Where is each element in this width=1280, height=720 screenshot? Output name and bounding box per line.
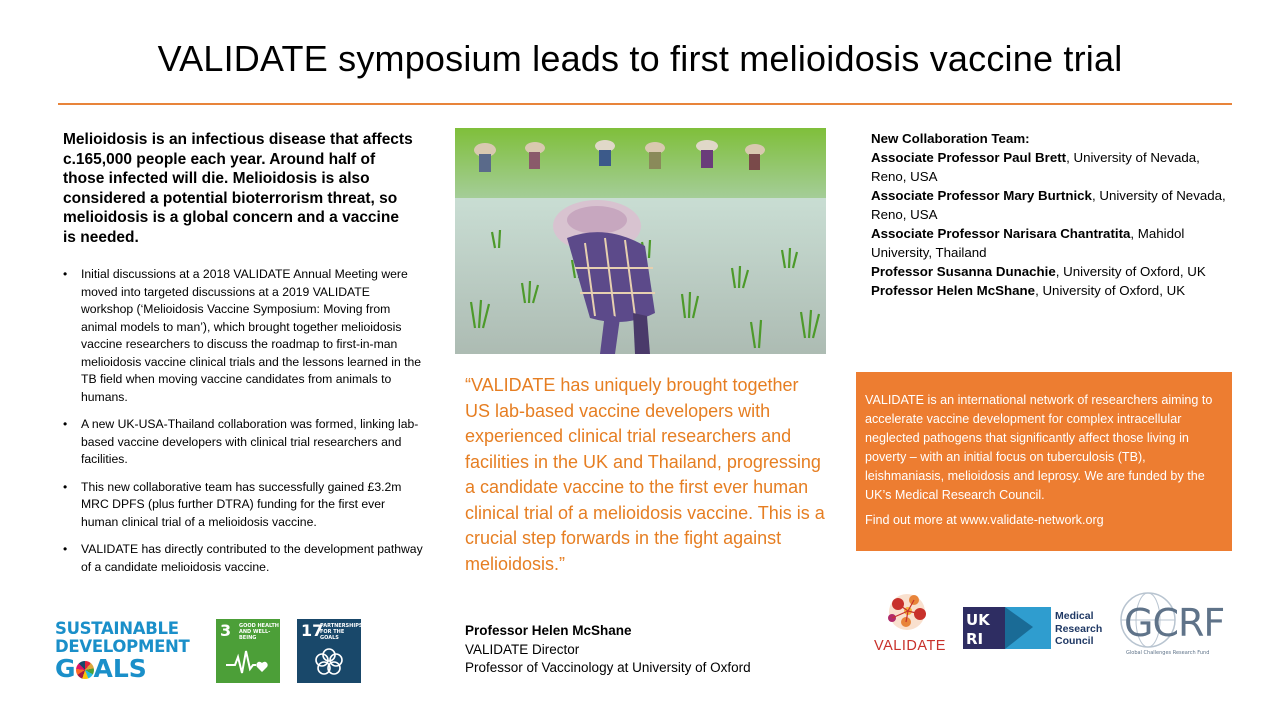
sdg-goal-3-tile (216, 619, 280, 683)
member-name: Associate Professor Mary Burtnick (871, 188, 1092, 203)
svg-text:GCRF: GCRF (1124, 601, 1225, 645)
sdg-goal-3-label: GOOD HEALTH AND WELL-BEING (239, 623, 279, 641)
sdg-line-development: DEVELOPMENT (55, 637, 190, 656)
team-member (871, 262, 1231, 281)
sdg-line-goals (55, 656, 185, 682)
sdg-goal-17-number: 17 (301, 621, 324, 640)
attribution-role: VALIDATE Director (465, 641, 580, 657)
attribution-position: Professor of Vaccinology at University of Oxford (465, 660, 751, 675)
intro-paragraph: Melioidosis is an infectious disease that affects c.165,000 people each year. Around half of those infected will die. Melioidosis is also considered a potential bioterrorism threat, so melioidosis is a global concern and a vaccine is needed. (63, 131, 413, 246)
team-member (871, 281, 1231, 300)
bullet-list (63, 266, 423, 586)
team-member (871, 148, 1231, 186)
team-member (871, 186, 1231, 224)
title-divider (58, 103, 1232, 105)
gcrf-logo-icon (1118, 590, 1233, 660)
sdg-goal-3-number: 3 (220, 621, 232, 640)
info-box-text: VALIDATE is an international network of researchers aiming to accelerate vaccine development for complex intracellular neglected pathogens that significantly affect those living in poverty – with an initial focus on tuberculosis (TB), leishmaniasis, melioidosis and leprosy. We are funded by the UK’s Medical Research Council. (865, 393, 1213, 502)
svg-text:RI: RI (966, 630, 984, 648)
page-title: VALIDATE symposium leads to first melioidosis vaccine trial (157, 38, 1123, 79)
info-box-link[interactable]: Find out more at www.validate-network.org (865, 513, 1104, 527)
member-name: Associate Professor Narisara Chantratita (871, 226, 1131, 241)
member-name: Professor Helen McShane (871, 283, 1036, 298)
heartbeat-icon (226, 645, 270, 679)
mrc-line: Research (1055, 622, 1103, 635)
sdg-logo (55, 619, 190, 683)
sdg-goals-als: ALS (93, 654, 147, 683)
bullet-item: • VALIDATE has directly contributed to the development pathway of a candidate melioidosis vaccine. (63, 541, 423, 576)
mrc-wordmark (1055, 610, 1102, 648)
sdg-goals-g: G (55, 654, 76, 683)
team-member (871, 224, 1231, 262)
mrc-line: Council (1055, 635, 1094, 647)
bullet-item: • Initial discussions at a 2018 VALIDATE Annual Meeting were moved into targeted discussions at a 2019 VALIDATE workshop (‘Melioidosis Vaccine Symposium: Moving from animal models to man’), which brought together melioidosis vaccine researchers to discuss the roadmap to first-in-man melioidosis vaccine clinical trials and the lessons learned in the TB field when moving vaccine candidates from animals to humans. (63, 266, 423, 406)
member-name: Professor Susanna Dunachie (871, 264, 1056, 279)
member-affiliation: , University of Oxford, UK (1035, 283, 1186, 298)
sdg-goal-17-tile (297, 619, 361, 683)
sdg-wheel-icon (76, 661, 94, 679)
sdg-goal-17-label: PARTNERSHIPS FOR THE GOALS (320, 623, 363, 641)
validate-info-box (856, 372, 1232, 551)
svg-text:UK: UK (966, 611, 990, 629)
team-heading: New Collaboration Team: (871, 131, 1030, 146)
member-affiliation: , University of Nevada, Reno, USA (871, 150, 1200, 184)
bullet-item: • A new UK-USA-Thailand collaboration was formed, linking lab-based vaccine developers with clinical trial researchers and facilities. (63, 416, 423, 469)
svg-text:Global Challenges Research Fun: Global Challenges Research Fund (1126, 650, 1210, 656)
member-name: Associate Professor Paul Brett (871, 150, 1067, 165)
bullet-item: • This new collaborative team has successfully gained £3.2m MRC DPFS (plus further DTRA) funding for the first ever human clinical trial of a melioidosis vaccine. (63, 479, 423, 532)
attribution-name: Professor Helen McShane (465, 623, 632, 638)
rice-farmer-photo (455, 128, 826, 354)
member-affiliation: , University of Oxford, UK (1055, 264, 1206, 279)
collaboration-team (871, 129, 1231, 300)
validate-wordmark: VALIDATE (874, 638, 946, 654)
member-affiliation: , University of Nevada, Reno, USA (871, 188, 1226, 222)
quote-attribution (465, 622, 825, 678)
mrc-line: Medical (1055, 610, 1094, 622)
sdg-line-sustainable: SUSTAINABLE (55, 619, 179, 638)
director-quote: “VALIDATE has uniquely brought together US lab-based vaccine developers with experienced clinical trial researchers and facilities in the UK and Thailand, progressing a candidate vaccine to the first ever human clinical trial of a melioidosis vaccine. This is a crucial step forwards in the fight against melioidosis.” (465, 375, 825, 574)
member-affiliation: , Mahidol University, Thailand (871, 226, 1185, 260)
partnership-flower-icon (307, 645, 351, 679)
